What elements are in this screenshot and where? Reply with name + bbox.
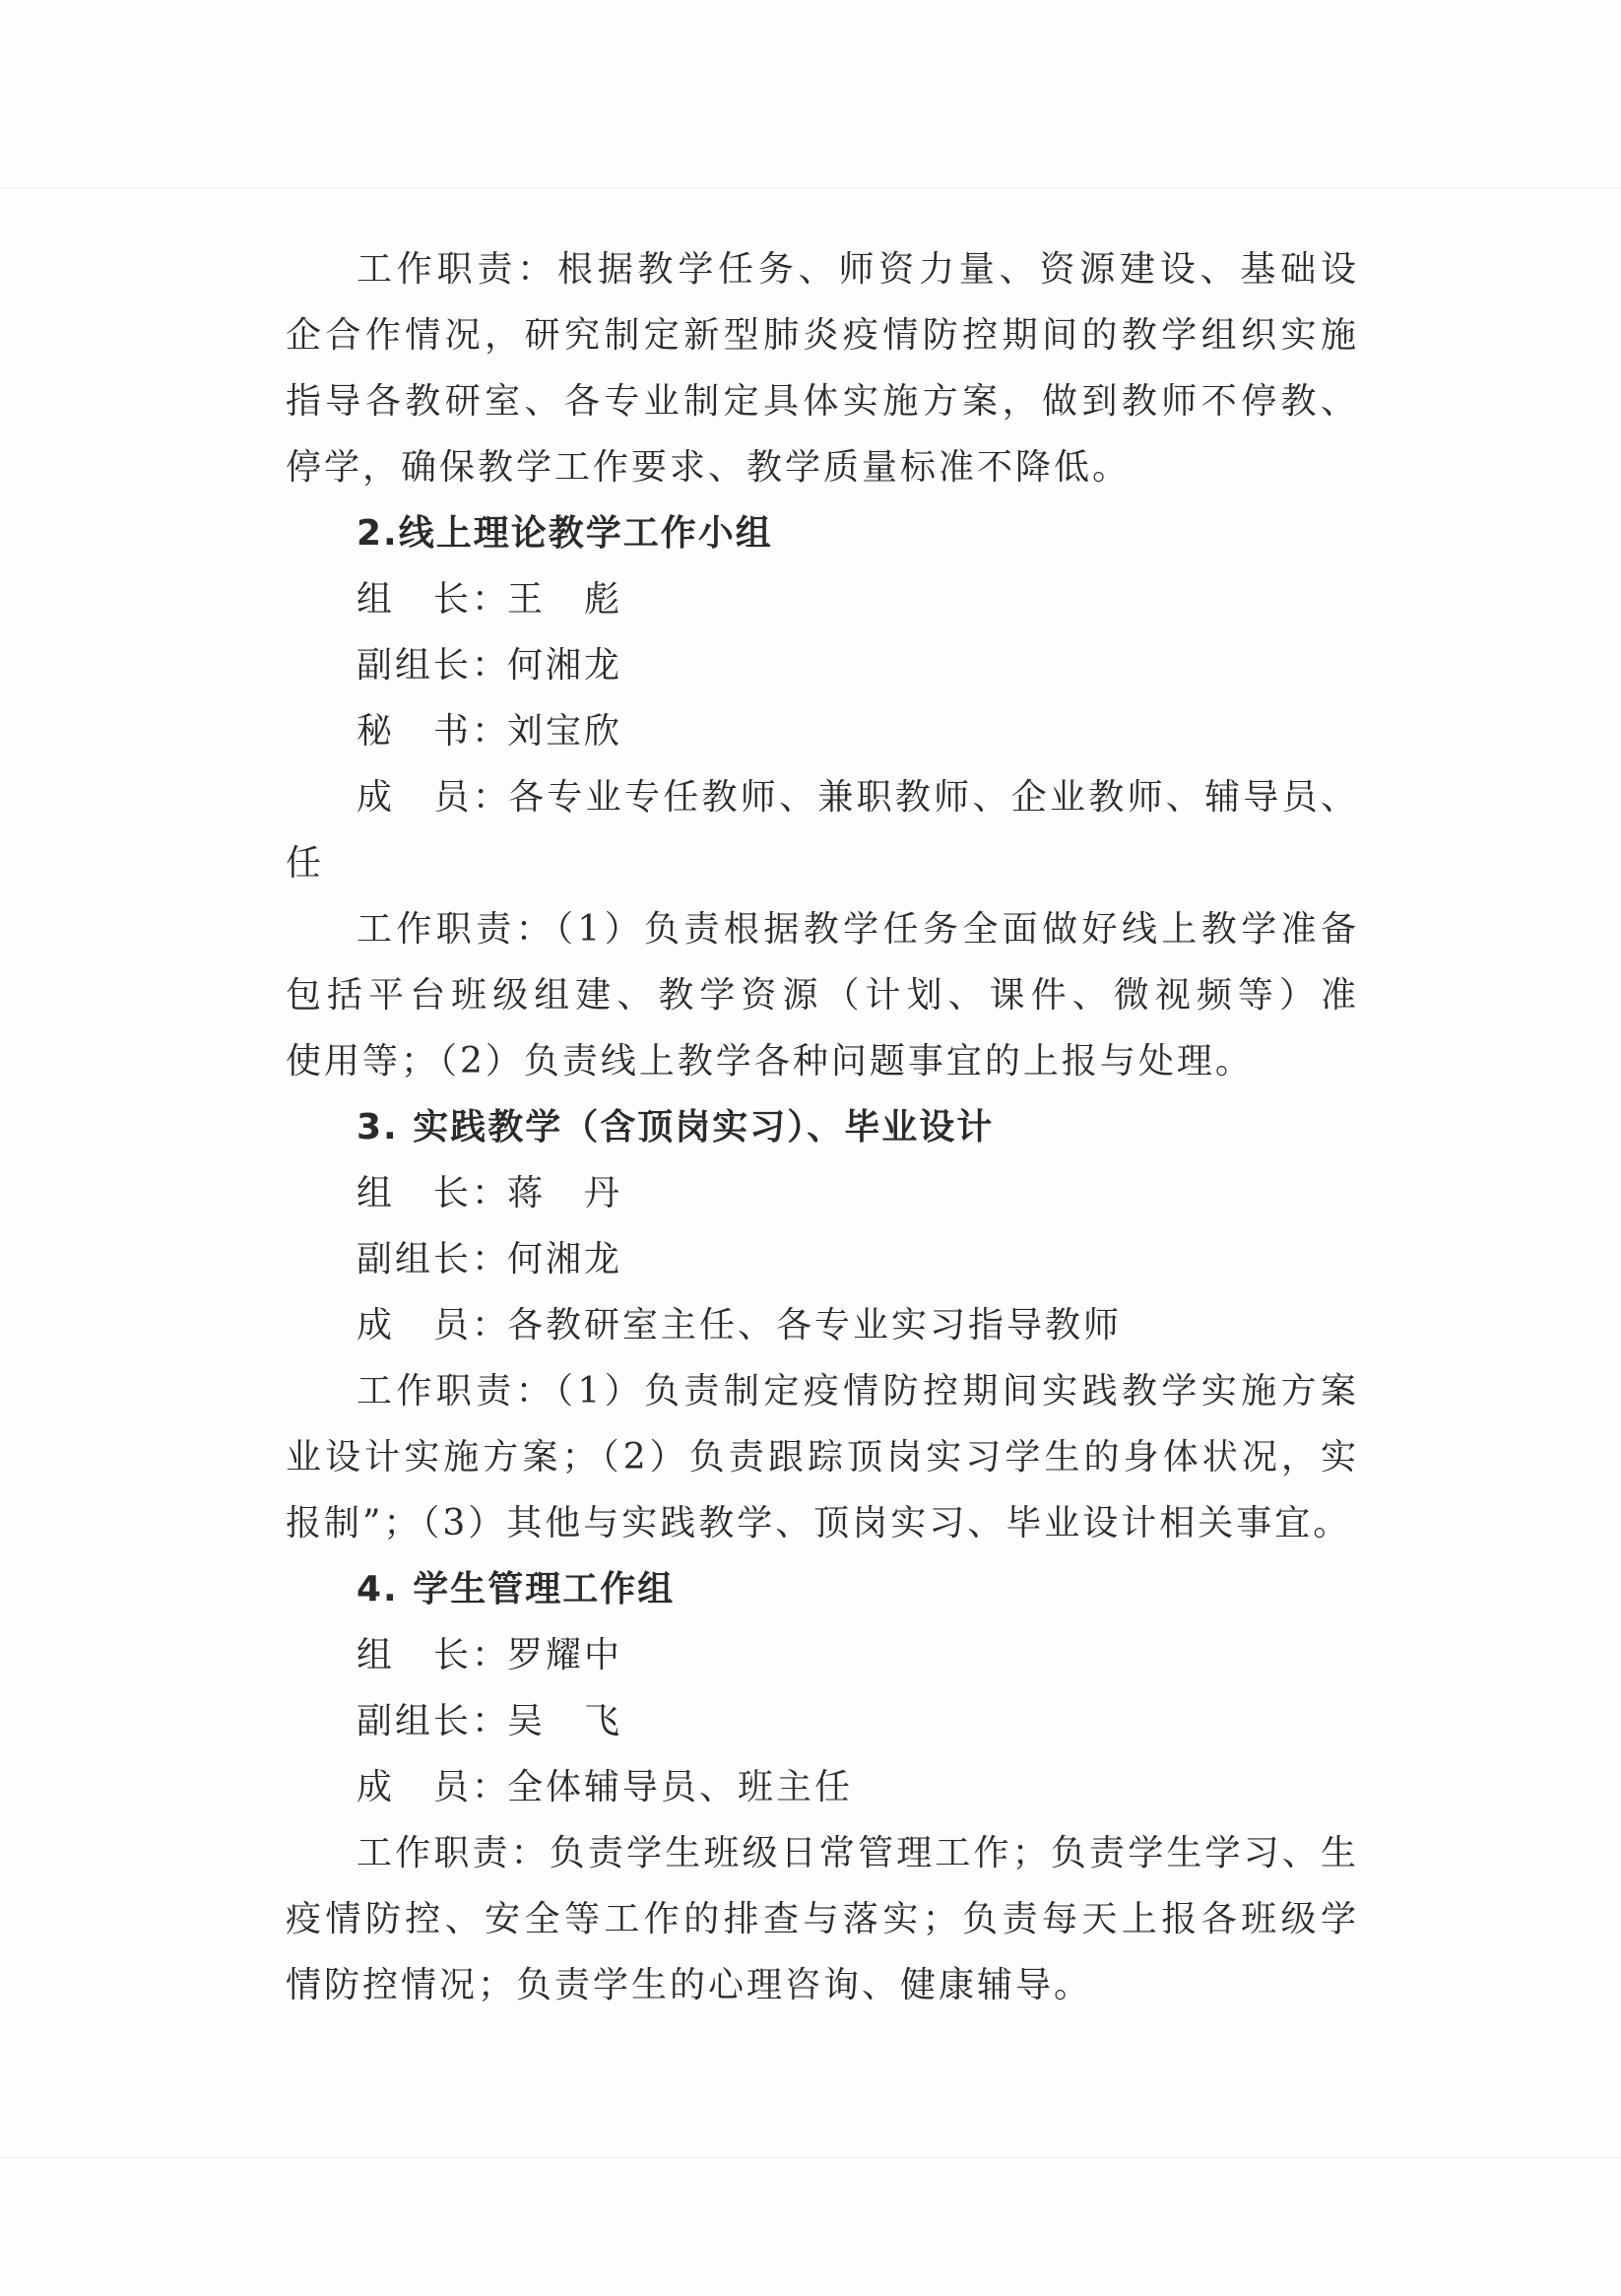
- role-label: 副组长: [357, 1701, 473, 1741]
- deputy-leader-row: [286, 1688, 1359, 1754]
- leader-row: [286, 1160, 1359, 1226]
- role-label: 秘 书: [357, 711, 473, 752]
- members-row: [286, 1292, 1359, 1358]
- text-line: 企合作情况，研究制定新型肺炎疫情防控期间的教学组织实施: [286, 315, 1359, 356]
- text-line: 工作职责：（1）负责制定疫情防控期间实践教学实施方案: [357, 1371, 1359, 1411]
- text-line: 报制”；（3）其他与实践教学、顶岗实习、毕业设计相关事宜。: [286, 1503, 1352, 1543]
- section-student-management: [286, 1556, 1359, 2018]
- role-label: 组 长: [357, 579, 473, 620]
- document-body: [286, 236, 1359, 2018]
- role-value: 何湘龙: [507, 645, 623, 686]
- role-value: 蒋 丹: [507, 1173, 623, 1214]
- role-value: 各专业专任教师、兼职教师、企业教师、辅导员、: [508, 777, 1359, 818]
- text-line: 指导各教研室、各专业制定具体实施方案，做到教师不停教、: [286, 381, 1359, 422]
- text-line: 工作职责：（1）负责根据教学任务全面做好线上教学准备: [357, 909, 1359, 950]
- colon: ：: [472, 1701, 508, 1741]
- text-line: 工作职责：负责学生班级日常管理工作；负责学生学习、生: [357, 1833, 1359, 1873]
- leader-row: [286, 566, 1359, 632]
- colon: ：: [472, 1767, 508, 1807]
- role-label: 成 员: [357, 777, 473, 818]
- colon: ：: [472, 1635, 508, 1675]
- role-label: 副组长: [357, 1239, 473, 1279]
- role-value: 罗耀中: [507, 1635, 623, 1675]
- paragraph-duties-overall: [286, 236, 1359, 500]
- role-label: 组 长: [357, 1173, 473, 1214]
- text-line: 任: [286, 843, 325, 884]
- text-line: 使用等；（2）负责线上教学各种问题事宜的上报与处理。: [286, 1041, 1254, 1082]
- section-heading: 4. 学生管理工作组: [357, 1569, 676, 1609]
- leader-row: [286, 1622, 1359, 1688]
- role-value: 全体辅导员、班主任: [507, 1767, 854, 1807]
- section-online-teaching: [286, 500, 1359, 1094]
- deputy-leader-row: [286, 632, 1359, 698]
- secretary-row: [286, 698, 1359, 764]
- scan-edge-top: [0, 187, 1621, 188]
- deputy-leader-row: [286, 1226, 1359, 1292]
- text-line: 停学，确保教学工作要求、教学质量标准不降低。: [286, 447, 1132, 488]
- text-line: 情防控情况；负责学生的心理咨询、健康辅导。: [286, 1965, 1093, 2005]
- role-value: 何湘龙: [507, 1239, 623, 1279]
- role-label: 组 长: [357, 1635, 473, 1675]
- role-value: 各教研室主任、各专业实习指导教师: [507, 1305, 1123, 1345]
- members-row: [286, 1754, 1359, 1820]
- colon: ：: [472, 1173, 508, 1214]
- text-line: 业设计实施方案；（2）负责跟踪顶岗实习学生的身体状况，实: [286, 1437, 1359, 1477]
- text-line: 工作职责：根据教学任务、师资力量、资源建设、基础设: [357, 249, 1359, 290]
- role-value: 王 彪: [507, 579, 623, 620]
- role-value: 刘宝欣: [507, 711, 623, 752]
- section-heading: 2.线上理论教学工作小组: [357, 513, 773, 554]
- colon: ：: [472, 579, 508, 620]
- colon: ：: [472, 777, 509, 818]
- scan-edge-bottom: [0, 2157, 1621, 2158]
- colon: ：: [472, 1239, 508, 1279]
- colon: ：: [472, 1305, 508, 1345]
- text-line: 疫情防控、安全等工作的排查与落实；负责每天上报各班级学: [286, 1899, 1359, 1939]
- role-label: 成 员: [357, 1767, 473, 1807]
- section-practice-teaching: [286, 1094, 1359, 1556]
- section-heading: 3. 实践教学（含顶岗实习）、毕业设计: [357, 1107, 995, 1148]
- role-label: 成 员: [357, 1305, 473, 1345]
- members-row: [286, 764, 1359, 830]
- role-label: 副组长: [357, 645, 473, 686]
- colon: ：: [472, 711, 508, 752]
- text-line: 包括平台班级组建、教学资源（计划、课件、微视频等）准: [286, 975, 1359, 1016]
- colon: ：: [472, 645, 508, 686]
- role-value: 吴 飞: [507, 1701, 623, 1741]
